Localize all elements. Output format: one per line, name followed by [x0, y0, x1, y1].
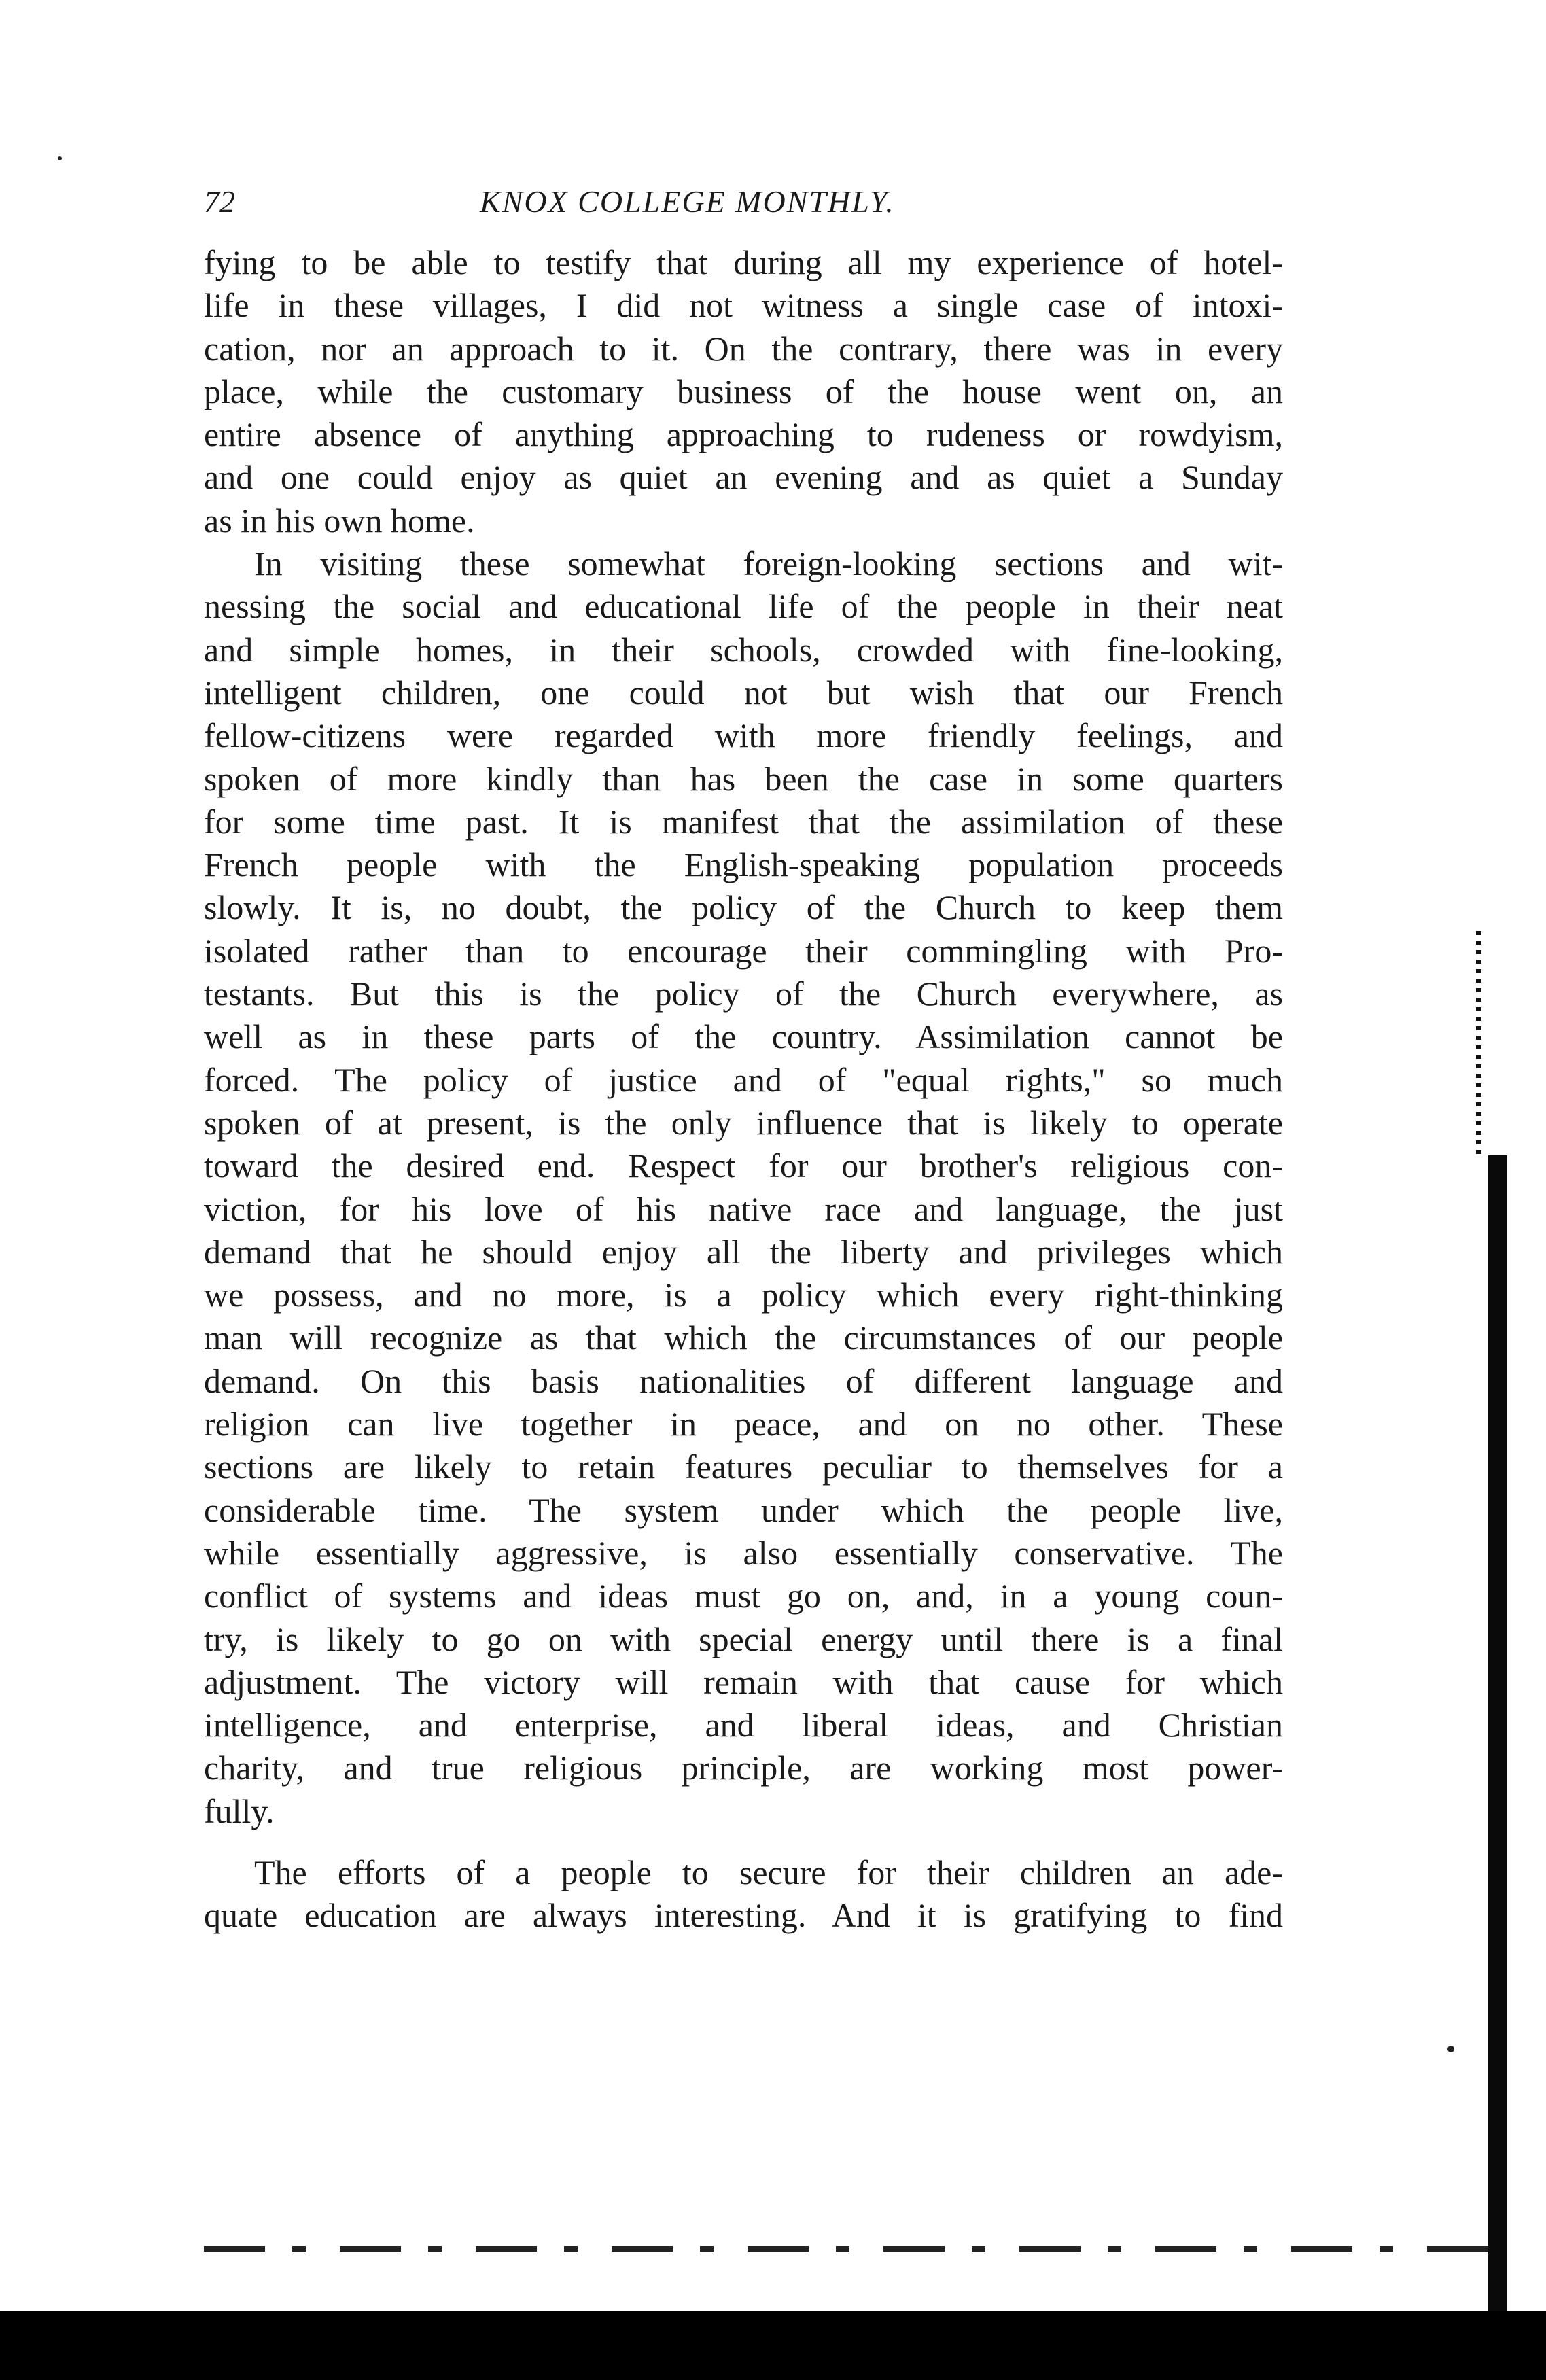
text-line: forced. The policy of justice and of "equal rights," so much [204, 1060, 1283, 1099]
paragraph-2 [204, 542, 1283, 1833]
text-line: while essentially aggressive, is also essentially conservative. The [204, 1533, 1283, 1572]
text-line: quate education are always interesting. And it is gratifying to find [204, 1896, 1283, 1935]
text-line: demand that he should enjoy all the liberty and privileges which [204, 1232, 1283, 1271]
text-line: conflict of systems and ideas must go on, and, in a young coun- [204, 1577, 1283, 1615]
text-line: cation, nor an approach to it. On the contrary, there was in every [204, 329, 1283, 368]
scan-artifact-dot [58, 156, 62, 160]
body-text [204, 241, 1283, 1938]
scan-artifact-right-edge [1488, 1155, 1507, 2324]
text-line: toward the desired end. Respect for our brother's religious con- [204, 1147, 1283, 1185]
text-line: spoken of more kindly than has been the case in some quarters [204, 759, 1283, 798]
page-number: 72 [204, 184, 235, 219]
paragraph-1 [204, 241, 1283, 542]
text-line: we possess, and no more, is a policy which every right-thinking [204, 1276, 1283, 1314]
text-line: intelligent children, one could not but wish that our French [204, 673, 1283, 712]
text-line: French people with the English-speaking population proceeds [204, 845, 1283, 884]
text-line: life in these villages, I did not witness a single case of intoxi- [204, 286, 1283, 325]
page-header [204, 178, 1291, 226]
text-line: viction, for his love of his native race and language, the just [204, 1189, 1283, 1228]
text-line: for some time past. It is manifest that the assimilation of these [204, 802, 1283, 841]
text-line: fully. [204, 1791, 275, 1830]
scan-artifact-edge-marks [1476, 931, 1481, 1155]
paragraph-3 [204, 1851, 1283, 1938]
text-line: religion can live together in peace, and on no other. These [204, 1405, 1283, 1443]
text-line: well as in these parts of the country. Assimilation cannot be [204, 1017, 1283, 1056]
running-title: KNOX COLLEGE MONTHLY. [480, 184, 895, 219]
text-line: slowly. It is, no doubt, the policy of the Church to keep them [204, 888, 1283, 927]
text-line: try, is likely to go on with special energy until there is a final [204, 1620, 1283, 1658]
scan-artifact-dot [1447, 2046, 1454, 2052]
text-line: demand. On this basis nationalities of different language and [204, 1361, 1283, 1400]
text-line: adjustment. The victory will remain with that cause for which [204, 1662, 1283, 1701]
text-line: entire absence of anything approaching to rudeness or rowdyism, [204, 415, 1283, 454]
text-line: spoken of at present, is the only influence that is likely to operate [204, 1103, 1283, 1142]
text-line: fying to be able to testify that during all my experience of hotel- [204, 243, 1283, 281]
scan-artifact-dashes [204, 2246, 1495, 2252]
text-line: The efforts of a people to secure for their children an ade- [254, 1853, 1283, 1891]
text-line: fellow-citizens were regarded with more friendly feelings, and [204, 716, 1283, 755]
text-line: considerable time. The system under which the people live, [204, 1490, 1283, 1529]
text-line: isolated rather than to encourage their commingling with Pro- [204, 931, 1283, 970]
text-line: In visiting these somewhat foreign-looking sections and wit- [254, 544, 1283, 583]
text-line: intelligence, and enterprise, and liberal ideas, and Christian [204, 1706, 1283, 1745]
text-line: and simple homes, in their schools, crowded with fine-looking, [204, 630, 1283, 669]
text-line: man will recognize as that which the circumstances of our people [204, 1318, 1283, 1357]
text-line: as in his own home. [204, 501, 475, 540]
text-line: sections are likely to retain features peculiar to themselves for a [204, 1448, 1283, 1486]
text-line: testants. But this is the policy of the Church everywhere, as [204, 975, 1283, 1013]
scan-artifact-bottom-edge [0, 2311, 1546, 2380]
text-line: and one could enjoy as quiet an evening and as quiet a Sunday [204, 458, 1283, 497]
text-line: place, while the customary business of the house went on, an [204, 372, 1283, 410]
text-line: charity, and true religious principle, are working most power- [204, 1749, 1283, 1787]
text-line: nessing the social and educational life of the people in their neat [204, 587, 1283, 626]
